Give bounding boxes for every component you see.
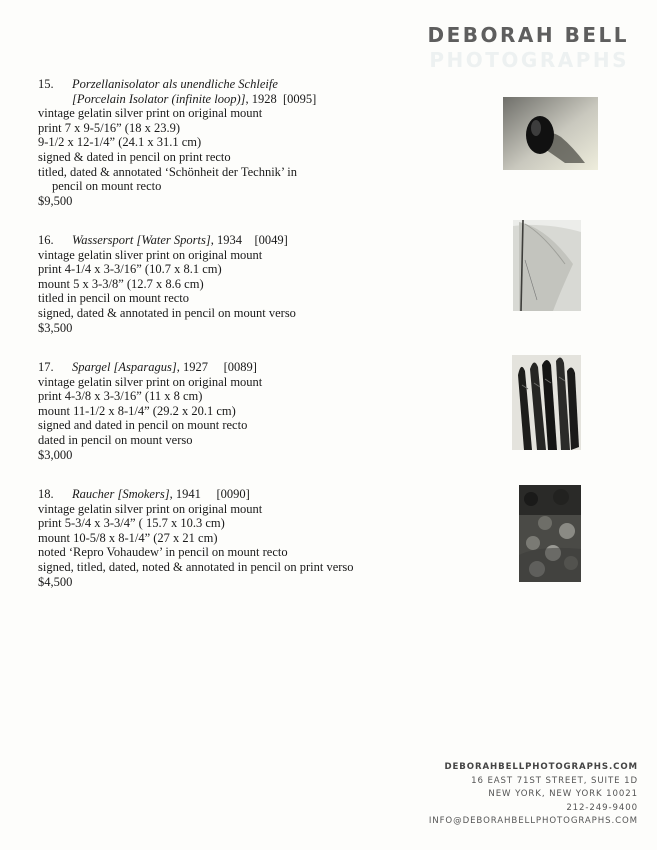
phone-number: 212-249-9400	[566, 802, 638, 813]
sail-photo	[513, 220, 581, 311]
lot-detail: print 4-1/4 x 3-3/16” (10.7 x 8.1 cm)	[38, 262, 222, 277]
lot-reference: [0089]	[223, 360, 257, 374]
lot-reference: [0090]	[216, 487, 250, 501]
lot-detail: signed, dated & annotated in pencil on mount verso	[38, 305, 296, 320]
contact-footer	[429, 761, 638, 829]
lot-detail: vintage gelatin silver print on original mount	[38, 501, 263, 516]
lot-detail: pencil on mount recto	[52, 179, 162, 194]
lot-title: Spargel [Asparagus]	[72, 360, 177, 374]
lot-detail: vintage gelatin sliver print on original mount	[38, 247, 263, 262]
lot-year: , 1934	[210, 233, 242, 247]
lot-detail: vintage gelatin silver print on original mount	[38, 374, 263, 389]
lot-detail: noted ‘Repro Vohaudew’ in pencil on mount recto	[38, 545, 288, 560]
lot-16	[38, 233, 296, 335]
lot-year: , 1941	[169, 487, 201, 501]
lot-detail: signed and dated in pencil on mount recto	[38, 418, 248, 433]
asparagus-photo	[512, 355, 581, 450]
lot-detail: titled in pencil on mount recto	[38, 291, 190, 306]
lot-number: 18.	[38, 487, 54, 501]
address-line-2: NEW YORK, NEW YORK 10021	[488, 789, 638, 800]
lot-detail: signed & dated in pencil on print recto	[38, 149, 231, 164]
lot-detail: signed, titled, dated, noted & annotated in pencil on print verso	[38, 559, 354, 574]
lot-price: $3,500	[38, 320, 73, 335]
lot-title: Porzellanisolator als unendliche Schleife	[72, 77, 278, 91]
lot-number: 17.	[38, 360, 54, 374]
lot-title: Wassersport [Water Sports]	[72, 233, 211, 247]
lot-detail: vintage gelatin silver print on original mount	[38, 106, 263, 121]
lot-detail: dated in pencil on mount verso	[38, 432, 193, 447]
lot-18	[38, 487, 354, 589]
lot-detail: titled, dated & annotated ‘Schönheit der Technik’ in	[38, 164, 298, 179]
lot-year: , 1927	[176, 360, 209, 374]
lot-number: 16.	[38, 233, 54, 247]
lot-number: 15.	[38, 77, 54, 91]
lot-price: $9,500	[38, 193, 73, 208]
lot-detail: mount 5 x 3-3/8” (12.7 x 8.6 cm)	[38, 276, 204, 291]
lot-detail: print 5-3/4 x 3-3/4” ( 15.7 x 10.3 cm)	[38, 516, 225, 531]
address-line-1: 16 EAST 71ST STREET, SUITE 1D	[471, 775, 638, 786]
lot-15	[38, 77, 316, 208]
email-link[interactable]: INFO@DEBORAHBELLPHOTOGRAPHS.COM	[428, 816, 638, 827]
lot-title: Raucher [Smokers]	[72, 487, 170, 501]
lot-price: $4,500	[38, 574, 73, 589]
porcelain-isolator-photo	[503, 97, 598, 170]
brand-subtitle: PHOTOGRAPHS	[429, 48, 629, 72]
lot-17	[38, 360, 262, 462]
lot-detail: print 4-3/8 x 3-3/16” (11 x 8 cm)	[38, 389, 203, 404]
lot-detail: 9-1/2 x 12-1/4” (24.1 x 31.1 cm)	[38, 135, 202, 150]
lot-price: $3,000	[38, 447, 73, 462]
website-link[interactable]: DEBORAHBELLPHOTOGRAPHS.COM	[444, 762, 638, 772]
gallery-logo	[428, 22, 629, 72]
lot-year: , 1928	[245, 91, 277, 106]
lot-title-translation: [Porcelain Isolator (infinite loop)]	[72, 91, 246, 106]
smokers-photo	[519, 485, 581, 582]
lot-detail: mount 10-5/8 x 8-1/4” (27 x 21 cm)	[38, 530, 218, 545]
lot-reference: [0049]	[254, 233, 288, 247]
lot-detail: print 7 x 9-5/16” (18 x 23.9)	[38, 120, 180, 135]
lot-reference: [0095]	[282, 91, 317, 106]
brand-name: DEBORAH BELL	[427, 23, 629, 47]
lot-detail: mount 11-1/2 x 8-1/4” (29.2 x 20.1 cm)	[38, 403, 236, 418]
